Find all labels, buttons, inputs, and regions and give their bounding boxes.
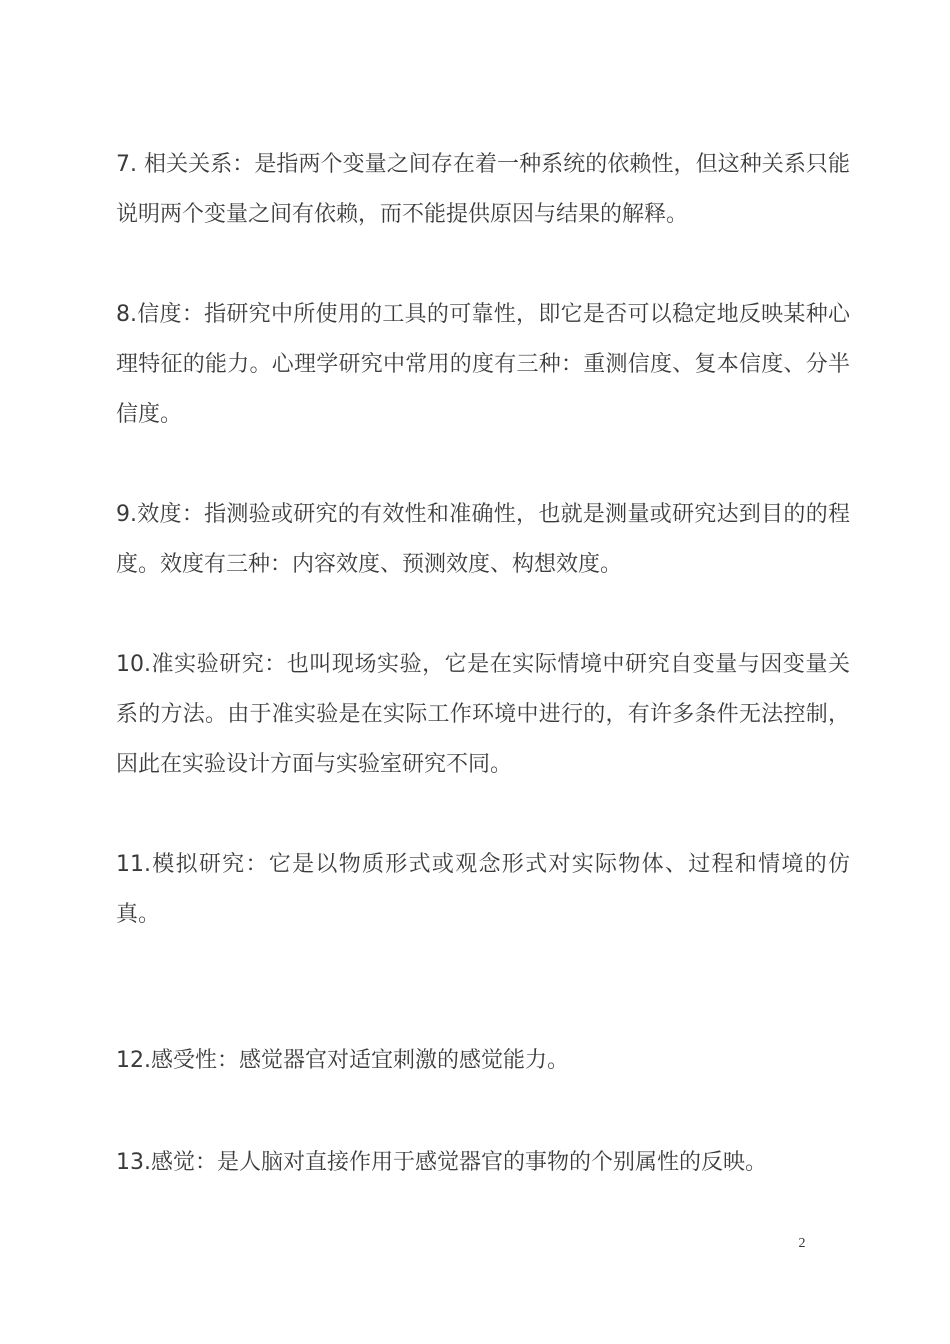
- paragraph-reliability: 8.信度：指研究中所使用的工具的可靠性，即它是否可以稳定地反映某种心理特征的能力。心理学研究中常用的度有三种：重测信度、复本信度、分半信度。: [116, 302, 850, 427]
- paragraph-quasi-experiment: 10.准实验研究：也叫现场实验，它是在实际情境中研究自变量与因变量关系的方法。由于准实验是在实际工作环境中进行的，有许多条件无法控制，因此在实验设计方面与实验室研究不同。: [116, 652, 850, 777]
- paragraph-correlation: 7. 相关关系：是指两个变量之间存在着一种系统的依赖性，但这种关系只能说明两个变量之间有依赖，而不能提供原因与结果的解释。: [116, 152, 850, 227]
- paragraph-sensitivity: 12.感受性：感觉器官对适宜刺激的感觉能力。: [116, 1048, 569, 1073]
- paragraph-validity: 9.效度：指测验或研究的有效性和准确性，也就是测量或研究达到目的的程度。效度有三种：内容效度、预测效度、构想效度。: [116, 502, 850, 577]
- paragraph-simulation: 11.模拟研究：它是以物质形式或观念形式对实际物体、过程和情境的仿真。: [116, 852, 850, 927]
- paragraph-sensation: 13.感觉：是人脑对直接作用于感觉器官的事物的个别属性的反映。: [116, 1150, 767, 1175]
- page-number: 2: [798, 1236, 806, 1251]
